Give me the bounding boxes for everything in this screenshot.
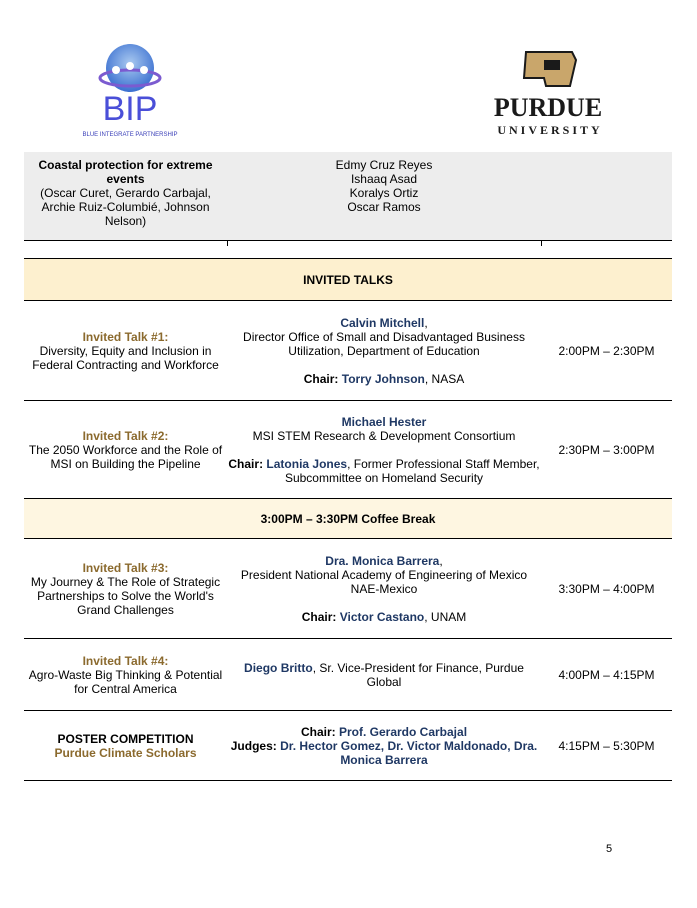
coastal-title: Coastal protection for extreme events	[38, 158, 213, 186]
chair-label: Chair:	[303, 371, 339, 386]
talk-label: Invited Talk #1:	[82, 329, 169, 344]
chair-name: Latonia Jones	[266, 456, 348, 471]
talk-time-cell	[541, 539, 672, 638]
speaker-name: Calvin Mitchell	[340, 315, 425, 330]
coastal-project-cell	[24, 152, 227, 240]
poster-title-cell	[24, 711, 227, 780]
student-name: Oscar Ramos	[347, 200, 421, 214]
chair-label: Chair:	[301, 609, 337, 624]
student-name: Ishaaq Asad	[350, 172, 418, 186]
talk-topic-cell	[24, 639, 227, 710]
talk-speaker-cell	[227, 539, 541, 638]
talk-topic-cell	[24, 301, 227, 400]
judges-names: Dr. Hector Gomez, Dr. Victor Maldonado, Dra. Monica Barrera	[280, 738, 538, 767]
speaker-suffix: ,	[424, 315, 428, 330]
talk-time: 2:00PM – 2:30PM	[558, 343, 655, 358]
speaker-name: Dra. Monica Barrera	[325, 553, 440, 568]
coffee-break-text: 3:00PM – 3:30PM Coffee Break	[260, 511, 436, 526]
talk-time-cell	[541, 401, 672, 498]
talk-time: 3:30PM – 4:00PM	[558, 581, 655, 596]
purdue-logo-text: PURDUE	[493, 93, 603, 122]
poster-row	[24, 711, 672, 781]
talk-label: Invited Talk #3:	[82, 560, 169, 575]
coastal-row	[24, 152, 672, 241]
talk-topic: The 2050 Workforce and the Role of MSI on Building the Pipeline	[28, 442, 223, 471]
poster-subtitle: Purdue Climate Scholars	[54, 745, 197, 760]
student-name: Koralys Ortiz	[349, 186, 419, 200]
speaker-suffix: ,	[439, 553, 443, 568]
coastal-students-cell	[227, 152, 541, 240]
chair-label: Chair:	[300, 724, 336, 739]
talk-time: 2:30PM – 3:00PM	[558, 442, 655, 457]
chair-name: Prof. Gerardo Carbajal	[338, 724, 468, 739]
talk-speaker-cell	[227, 639, 541, 710]
invited-talks-header	[24, 258, 672, 301]
talk-time-cell	[541, 301, 672, 400]
talk-time-cell	[541, 639, 672, 710]
bip-logo-text: BIP	[102, 90, 158, 128]
talk-speaker-cell	[227, 301, 541, 400]
poster-time-cell	[541, 711, 672, 780]
talk-label: Invited Talk #2:	[82, 428, 169, 443]
chair-detail: , NASA	[424, 371, 465, 386]
talk-topic: My Journey & The Role of Strategic Partnerships to Solve the World's Grand Challenges	[30, 574, 221, 617]
chair-name: Victor Castano	[339, 609, 425, 624]
chair-label: Chair:	[228, 456, 264, 471]
talk-speaker-cell	[227, 401, 541, 498]
talk-row-1	[24, 301, 672, 401]
speaker-detail: , Sr. Vice-President for Finance, Purdue Global	[312, 660, 524, 689]
talk-row-3	[24, 539, 672, 639]
talk-row-4	[24, 639, 672, 711]
talk-topic: Agro-Waste Big Thinking & Potential for Central America	[28, 667, 223, 696]
coastal-authors: (Oscar Curet, Gerardo Carbajal, Archie Ruiz-Columbié, Johnson Nelson)	[40, 186, 211, 228]
chair-detail: , Former Professional Staff Member, Subcommittee on Homeland Security	[284, 456, 540, 485]
bip-logo-subtitle: BLUE INTEGRATE PARTNERSHIP	[82, 132, 178, 138]
talk-topic-cell	[24, 539, 227, 638]
page-number: 5	[606, 843, 613, 855]
purdue-logo-sub: UNIVERSITY	[497, 123, 603, 137]
speaker-name: Michael Hester	[341, 414, 427, 429]
poster-time: 4:15PM – 5:30PM	[558, 738, 655, 753]
coffee-break-row	[24, 499, 672, 539]
talk-time: 4:00PM – 4:15PM	[558, 667, 655, 682]
student-name: Edmy Cruz Reyes	[335, 158, 433, 172]
speaker-detail: MSI STEM Research & Development Consortium	[252, 428, 516, 443]
speaker-detail: President National Academy of Engineering of Mexico NAE-Mexico	[240, 567, 528, 596]
speaker-detail: Director Office of Small and Disadvantaged Business Utilization, Department of Education	[243, 329, 525, 358]
chair-detail: , UNAM	[424, 609, 467, 624]
talk-topic-cell	[24, 401, 227, 498]
speaker-name: Diego Britto	[244, 660, 313, 675]
talk-label: Invited Talk #4:	[82, 653, 169, 668]
chair-name: Torry Johnson	[341, 371, 425, 386]
purdue-logo	[470, 50, 630, 140]
judges-label: Judges:	[230, 738, 277, 753]
poster-people-cell	[227, 711, 541, 780]
poster-title: POSTER COMPETITION	[57, 731, 194, 746]
bip-logo	[70, 40, 200, 140]
invited-talks-title: INVITED TALKS	[303, 272, 393, 287]
talk-row-2	[24, 401, 672, 499]
talk-topic: Diversity, Equity and Inclusion in Federal Contracting and Workforce	[32, 343, 219, 372]
